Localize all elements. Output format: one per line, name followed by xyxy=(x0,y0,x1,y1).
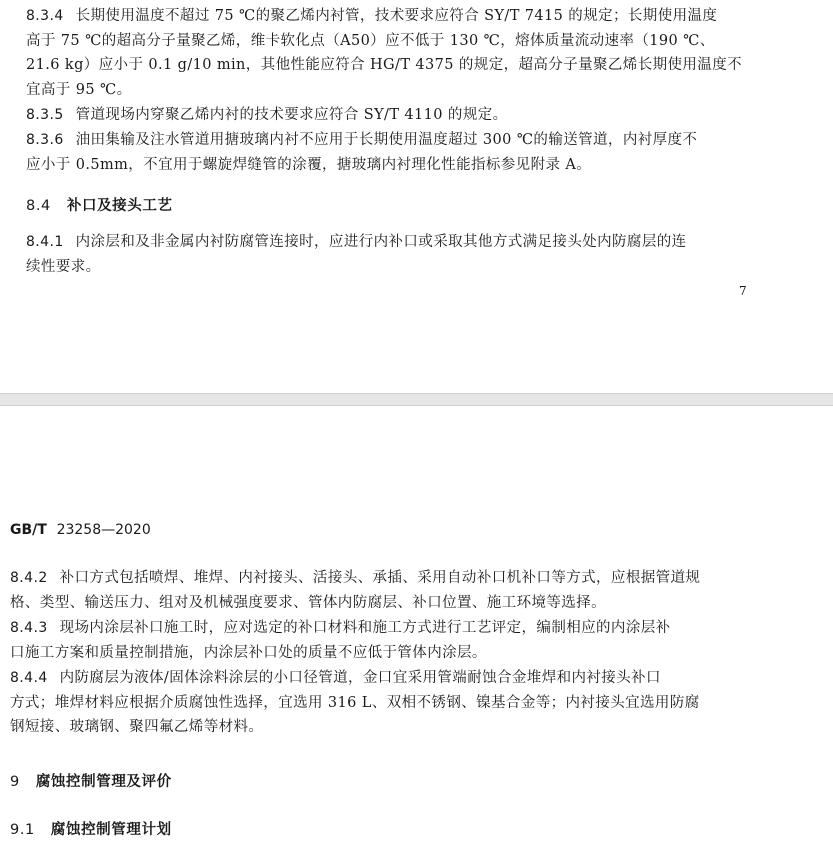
section-line xyxy=(10,566,700,591)
section-line: 应小于 0.5mm，不宜用于螺旋焊缝管的涂覆，搪玻璃内衬理化性能指标参见附录 A。 xyxy=(26,156,592,173)
heading-number: 8.4 xyxy=(26,198,51,214)
section-line: 钢短接、玻璃钢、聚四氟乙烯等材料。 xyxy=(10,719,264,735)
page-number: 7 xyxy=(739,284,747,298)
section-number: 8.3.4 xyxy=(26,8,64,24)
section-number: 8.4.4 xyxy=(10,670,48,686)
section-text: 内防腐层为液体/固体涂料涂层的小口径管道，金口宜采用管端耐蚀合金堆焊和内衬接头补口 xyxy=(59,670,661,686)
heading-9 xyxy=(10,770,172,791)
heading-8-4 xyxy=(26,194,173,215)
section-number: 8.4.3 xyxy=(10,620,48,636)
section-number: 8.4.1 xyxy=(26,234,64,250)
page-separator xyxy=(0,393,833,406)
standard-number: 23258—2020 xyxy=(56,522,151,538)
standard-prefix: GB/T xyxy=(10,522,47,538)
section-text: 补口方式包括喷焊、堆焊、内衬接头、活接头、承插、采用自动补口机补口等方式，应根据管道规 xyxy=(59,570,701,586)
section-number: 8.3.6 xyxy=(26,132,64,148)
section-text: 内涂层和及非金属内衬防腐管连接时，应进行内补口或采取其他方式满足接头处内防腐层的连 xyxy=(75,234,687,250)
standard-code xyxy=(10,522,151,538)
section-line xyxy=(26,103,508,128)
section-line xyxy=(10,666,700,691)
heading-9-1 xyxy=(10,818,172,839)
section-line xyxy=(26,4,742,29)
section-8-4-3 xyxy=(10,616,671,665)
section-line: 高于 75 ℃的超高分子量聚乙烯，维卡软化点（A50）应不低于 130 ℃，熔体质量流动速率（190 ℃、 xyxy=(26,32,715,49)
section-8-4-1 xyxy=(26,230,687,279)
heading-number: 9.1 xyxy=(10,822,35,838)
section-line: 21.6 kg）应小于 0.1 g/10 min，其他性能应符合 HG/T 4375 的规定，超高分子量聚乙烯长期使用温度不 xyxy=(26,57,743,73)
page-top xyxy=(0,0,833,393)
section-text: 管道现场内穿聚乙烯内衬的技术要求应符合 SY/T 4110 的规定。 xyxy=(75,107,508,123)
heading-number: 9 xyxy=(10,774,20,790)
section-text: 长期使用温度不超过 75 ℃的聚乙烯内衬管，技术要求应符合 SY/T 7415 的规定；长期使用温度 xyxy=(75,8,718,24)
heading-title: 腐蚀控制管理及评价 xyxy=(35,774,172,790)
section-line xyxy=(10,616,671,641)
section-8-4-4 xyxy=(10,666,700,740)
heading-title: 补口及接头工艺 xyxy=(66,198,173,214)
section-8-4-2 xyxy=(10,566,700,615)
section-number: 8.4.2 xyxy=(10,570,48,586)
section-text: 油田集输及注水管道用搪玻璃内衬不应用于长期使用温度超过 300 ℃的输送管道，内衬厚度不 xyxy=(75,132,698,148)
section-text: 现场内涂层补口施工时，应对选定的补口材料和施工方式进行工艺评定，编制相应的内涂层补 xyxy=(59,620,671,636)
section-8-3-4 xyxy=(26,4,742,102)
section-line xyxy=(26,128,697,153)
section-line xyxy=(26,230,687,255)
section-line: 宜高于 95 ℃。 xyxy=(26,81,132,98)
section-line: 格、类型、输送压力、组对及机械强度要求、管体内防腐层、补口位置、施工环境等选择。 xyxy=(10,594,606,611)
section-line: 方式；堆焊材料应根据介质腐蚀性选择，宜选用 316 L、双相不锈钢、镍基合金等；内衬接头宜选用防腐 xyxy=(10,694,700,711)
section-line: 续性要求。 xyxy=(26,258,101,275)
section-line: 口施工方案和质量控制措施，内涂层补口处的质量不应低于管体内涂层。 xyxy=(10,644,487,661)
section-number: 8.3.5 xyxy=(26,107,64,123)
section-8-3-5 xyxy=(26,103,508,128)
heading-title: 腐蚀控制管理计划 xyxy=(50,822,172,838)
section-8-3-6 xyxy=(26,128,697,177)
